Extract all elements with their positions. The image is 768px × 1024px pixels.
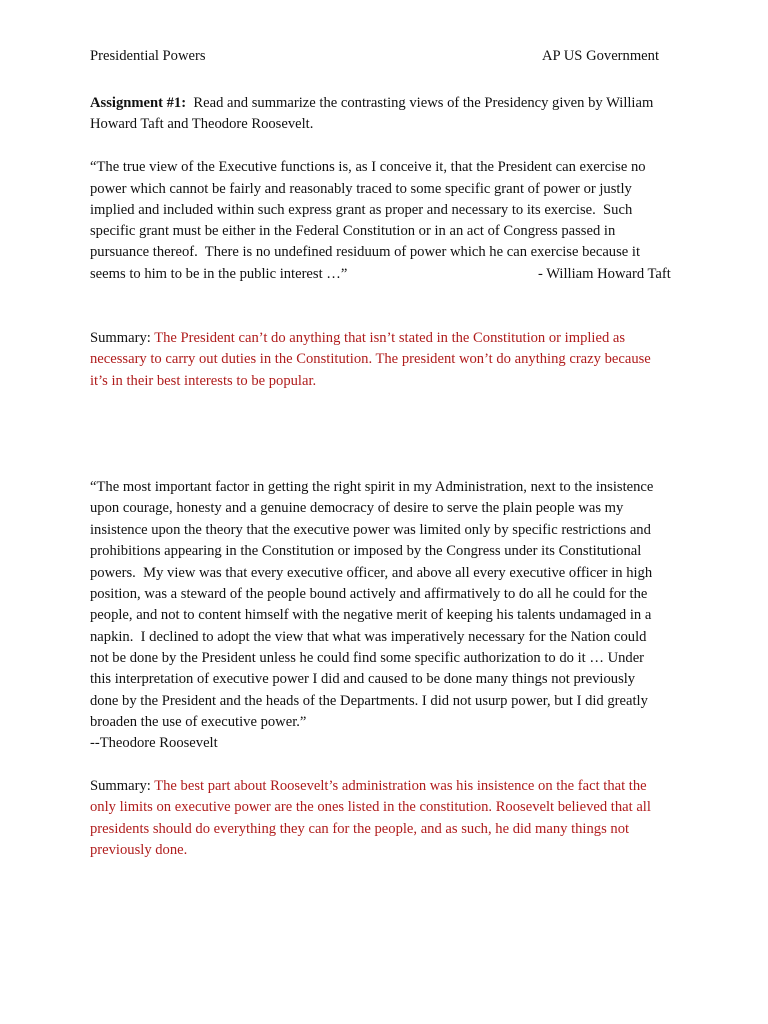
taft-quote-line: power which cannot be fairly and reasonably traced to some specific grant of power or justly	[90, 181, 632, 197]
taft-quote-line: implied and included within such express grant as proper and necessary to its exercise. Such	[90, 202, 633, 218]
taft-quote-line: specific grant must be either in the Federal Constitution or in an act of Congress passed in	[90, 223, 616, 239]
taft-quote-line: seems to him to be in the public interest …”	[90, 266, 348, 282]
assignment-text-1: Read and summarize the contrasting views of the Presidency given by William	[186, 95, 654, 111]
roosevelt-summary-label: Summary:	[90, 778, 155, 794]
assignment-line-1	[90, 94, 653, 112]
roosevelt-summary-line: previously done.	[90, 842, 188, 858]
roosevelt-quote-line: “The most important factor in getting the right spirit in my Administration, next to the insistence	[90, 479, 654, 495]
taft-quote-line: pursuance thereof. There is no undefined residuum of power which he can exercise because it	[90, 244, 641, 260]
taft-quote-line: “The true view of the Executive functions is, as I conceive it, that the President can exercise no	[90, 159, 646, 175]
taft-summary-line: it’s in their best interests to be popular.	[90, 373, 317, 389]
roosevelt-quote-line: not be done by the President unless he could find some specific authorization to do it … Under	[90, 650, 645, 666]
taft-summary-label: Summary:	[90, 330, 155, 346]
header-course-topic: Presidential Powers	[90, 48, 206, 64]
assignment-line-2: Howard Taft and Theodore Roosevelt.	[90, 116, 314, 132]
roosevelt-summary-text: The best part about Roosevelt’s administration was his insistence on the fact that the	[154, 778, 647, 794]
roosevelt-quote-line: position, was a steward of the people bound actively and affirmatively to do all he could for the	[90, 586, 648, 602]
roosevelt-quote-line: insistence upon the theory that the executive power was limited only by specific restrictions and	[90, 522, 651, 538]
roosevelt-summary-line-1	[90, 777, 647, 795]
taft-summary-line-1	[90, 329, 625, 347]
assignment-label: Assignment #1:	[90, 95, 187, 111]
roosevelt-attribution: --Theodore Roosevelt	[90, 735, 218, 751]
header-course-name: AP US Government	[542, 48, 660, 64]
roosevelt-quote-line: napkin. I declined to adopt the view that what was imperatively necessary for the Nation could	[90, 629, 647, 645]
taft-summary-line: necessary to carry out duties in the Constitution. The president won’t do anything crazy because	[90, 351, 651, 367]
roosevelt-summary-line: only limits on executive power are the ones listed in the constitution. Roosevelt believed that all	[90, 799, 651, 815]
roosevelt-quote-line: people, and not to content himself with the negative merit of keeping his talents undamaged in a	[90, 607, 652, 623]
roosevelt-quote-line: broaden the use of executive power.”	[90, 714, 307, 730]
taft-attribution: - William Howard Taft	[538, 266, 671, 282]
roosevelt-summary-line: presidents should do everything they can for the people, and as such, he did many things not	[90, 821, 630, 837]
roosevelt-quote-line: upon courage, honesty and a genuine democracy of desire to serve the plain people was my	[90, 500, 624, 516]
roosevelt-quote-line: prohibitions appearing in the Constitution or imposed by the Congress under its Constitutional	[90, 543, 642, 559]
taft-summary-text: The President can’t do anything that isn’t stated in the Constitution or implied as	[154, 330, 626, 346]
roosevelt-quote-line: powers. My view was that every executive officer, and above all every executive officer in high	[90, 565, 653, 581]
roosevelt-quote-line: done by the President and the heads of the Departments. I did not usurp power, but I did greatly	[90, 693, 648, 709]
roosevelt-quote-line: this interpretation of executive power I did and caused to be done many things not previously	[90, 671, 636, 687]
